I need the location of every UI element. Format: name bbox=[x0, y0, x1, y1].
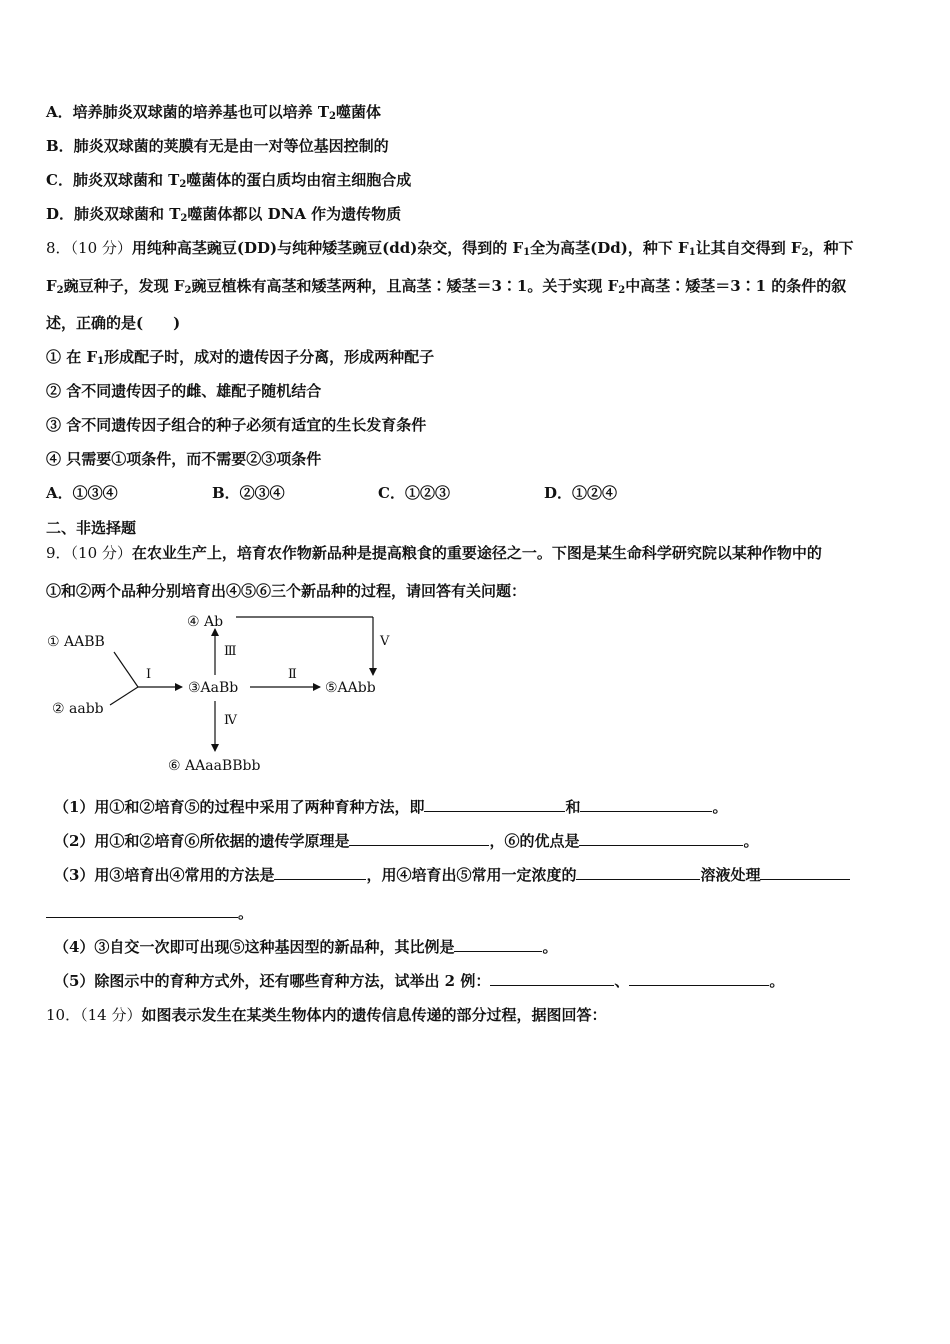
q8-text: 用纯种高茎豌豆(DD)与纯种矮茎豌豆(dd)杂交，得到的 F bbox=[131, 239, 524, 257]
answer-blank[interactable] bbox=[580, 797, 712, 812]
q7-option-c bbox=[46, 170, 411, 190]
q10-text: 如图表示发生在某类生物体内的遗传信息传递的部分过程，据图回答： bbox=[141, 1006, 607, 1024]
answer-blank[interactable] bbox=[579, 831, 743, 846]
q8-statement-1 bbox=[46, 347, 434, 367]
q9-text: ①和②两个品种分别培育出④⑤⑥三个新品种的过程，请回答有关问题： bbox=[46, 582, 527, 600]
q9-part-3-text: 。 bbox=[238, 904, 254, 922]
node-2-aabb: ② aabb bbox=[52, 701, 104, 717]
answer-blank[interactable] bbox=[576, 865, 700, 880]
q8-text: 让其自交得到 F bbox=[695, 239, 802, 257]
q9-part-5 bbox=[54, 971, 784, 991]
q9-part-5-text: 。 bbox=[769, 972, 785, 990]
q8-option-a: A．①③④ bbox=[46, 484, 118, 502]
q9-part-4-text: （4）③自交一次即可出现⑤这种基因型的新品种，其比例是 bbox=[54, 938, 455, 956]
q8-text: 全为高茎(Dd)，种下 F bbox=[530, 239, 689, 257]
answer-blank[interactable] bbox=[424, 797, 565, 812]
section-title: 二、非选择题 bbox=[46, 519, 137, 537]
answer-blank[interactable] bbox=[454, 937, 542, 952]
q7-option-b-text: B．肺炎双球菌的荚膜有无是由一对等位基因控制的 bbox=[46, 137, 389, 155]
subscript: 2 bbox=[184, 285, 192, 296]
subscript: 2 bbox=[801, 247, 809, 258]
q8-statement-text: ④ 只需要①项条件，而不需要②③项条件 bbox=[46, 450, 322, 468]
node-4-ab: ④ Ab bbox=[187, 614, 224, 630]
q8-text: 中高茎∶矮茎＝3∶1 的条件的叙 bbox=[625, 277, 847, 295]
q9-part-3-text: （3）用③培育出④常用的方法是 bbox=[54, 866, 275, 884]
q8-statement-text: ② 含不同遗传因子的雌、雄配子随机结合 bbox=[46, 382, 322, 400]
q9-part-1 bbox=[54, 797, 727, 817]
label-iv: Ⅳ bbox=[224, 713, 237, 728]
q9-part-1-text: （1）用①和②培育⑤的过程中采用了两种育种方法，即 bbox=[54, 798, 425, 816]
q9-part-2 bbox=[54, 831, 758, 851]
q7-option-b bbox=[46, 136, 389, 156]
q9-text: 在农业生产上，培育农作物新品种是提高粮食的重要途径之一。下图是某生命科学研究院以某种作物中的 bbox=[131, 544, 822, 562]
section-heading bbox=[46, 518, 136, 538]
q8-text: ，种下 bbox=[808, 239, 854, 257]
q8-stem-line1 bbox=[46, 238, 854, 258]
q8-stem-line3 bbox=[46, 313, 180, 333]
q8-option-b: B．②③④ bbox=[212, 484, 285, 502]
q9-part-3-text: 溶液处理 bbox=[700, 866, 761, 884]
q9-part-3-text: ，用④培育出⑤常用一定浓度的 bbox=[366, 866, 577, 884]
breeding-diagram bbox=[40, 605, 440, 785]
q7-option-c-text: C．肺炎双球菌和 T bbox=[46, 171, 180, 189]
q7-option-a bbox=[46, 102, 381, 122]
q7-option-a-text: A．培养肺炎双球菌的培养基也可以培养 T bbox=[46, 103, 330, 121]
q9-part-3 bbox=[54, 865, 850, 885]
q8-stem-line2 bbox=[46, 276, 846, 296]
answer-blank[interactable] bbox=[46, 903, 238, 918]
q9-stem-line1 bbox=[46, 543, 822, 563]
q8-text: 述，正确的是( ) bbox=[46, 314, 181, 332]
subscript: 2 bbox=[618, 285, 626, 296]
q10-number: 10． bbox=[46, 1006, 81, 1024]
label-v: Ⅴ bbox=[380, 634, 390, 649]
cross-line-upper bbox=[114, 652, 138, 687]
label-i: Ⅰ bbox=[146, 667, 152, 682]
q8-statement-2 bbox=[46, 381, 321, 401]
subscript: 2 bbox=[180, 213, 188, 224]
q8-text: 豌豆种子，发现 F bbox=[63, 277, 185, 295]
subscript: 1 bbox=[523, 247, 531, 258]
subscript: 1 bbox=[97, 356, 105, 367]
q9-part-5-text: 、 bbox=[614, 972, 630, 990]
q9-part-1-text: 。 bbox=[712, 798, 728, 816]
q8-options bbox=[46, 483, 617, 503]
node-5-aabb: ⑤AAbb bbox=[325, 680, 376, 696]
q10-stem bbox=[46, 1005, 606, 1025]
q7-option-d bbox=[46, 204, 401, 224]
subscript: 2 bbox=[56, 285, 64, 296]
answer-blank[interactable] bbox=[274, 865, 366, 880]
q8-statement-3 bbox=[46, 415, 426, 435]
q8-option-d: D．①②④ bbox=[544, 484, 618, 502]
label-iii: Ⅲ bbox=[224, 644, 237, 659]
q7-option-d-text-end: 噬菌体都以 DNA 作为遗传物质 bbox=[187, 205, 402, 223]
q9-part-3-cont bbox=[46, 903, 253, 923]
q8-text: F bbox=[46, 277, 57, 295]
q9-score: （10 分） bbox=[70, 544, 132, 562]
q9-part-4-text: 。 bbox=[542, 938, 558, 956]
q9-part-4 bbox=[54, 937, 557, 957]
q8-statement-text: 形成配子时，成对的遗传因子分离，形成两种配子 bbox=[104, 348, 435, 366]
subscript: 2 bbox=[329, 111, 336, 122]
q8-statement-text: ③ 含不同遗传因子组合的种子必须有适宜的生长发育条件 bbox=[46, 416, 427, 434]
q9-number: 9． bbox=[46, 544, 71, 562]
q8-statement-4 bbox=[46, 449, 321, 469]
q8-statement-text: ① 在 F bbox=[46, 348, 98, 366]
answer-blank[interactable] bbox=[490, 971, 614, 986]
q9-part-2-text: （2）用①和②培育⑥所依据的遗传学原理是 bbox=[54, 832, 350, 850]
answer-blank[interactable] bbox=[349, 831, 489, 846]
cross-line-lower bbox=[110, 687, 138, 705]
node-3-aabb: ③AaBb bbox=[188, 680, 239, 696]
q8-option-c: C．①②③ bbox=[378, 484, 450, 502]
subscript: 2 bbox=[179, 179, 187, 190]
q7-option-d-text: D．肺炎双球菌和 T bbox=[46, 205, 181, 223]
answer-blank[interactable] bbox=[760, 865, 850, 880]
q8-score: （10 分） bbox=[70, 239, 132, 257]
q7-option-a-text-end: 噬菌体 bbox=[336, 103, 382, 121]
q8-text: 豌豆植株有高茎和矮茎两种，且高茎∶矮茎＝3∶1。关于实现 F bbox=[191, 277, 619, 295]
answer-blank[interactable] bbox=[629, 971, 769, 986]
q9-part-5-text: （5）除图示中的育种方式外，还有哪些育种方法，试举出 2 例： bbox=[54, 972, 491, 990]
q8-number: 8． bbox=[46, 239, 71, 257]
q10-score: （14 分） bbox=[80, 1006, 142, 1024]
label-ii: Ⅱ bbox=[288, 667, 297, 682]
q9-part-2-text: ，⑥的优点是 bbox=[489, 832, 580, 850]
q9-part-1-text: 和 bbox=[565, 798, 581, 816]
node-6-aaaabbbb: ⑥ AAaaBBbb bbox=[168, 758, 261, 774]
q9-stem-line2 bbox=[46, 581, 526, 601]
q7-option-c-text-end: 噬菌体的蛋白质均由宿主细胞合成 bbox=[186, 171, 412, 189]
node-1-aabb: ① AABB bbox=[47, 634, 105, 650]
subscript: 1 bbox=[688, 247, 696, 258]
q9-part-2-text: 。 bbox=[743, 832, 759, 850]
